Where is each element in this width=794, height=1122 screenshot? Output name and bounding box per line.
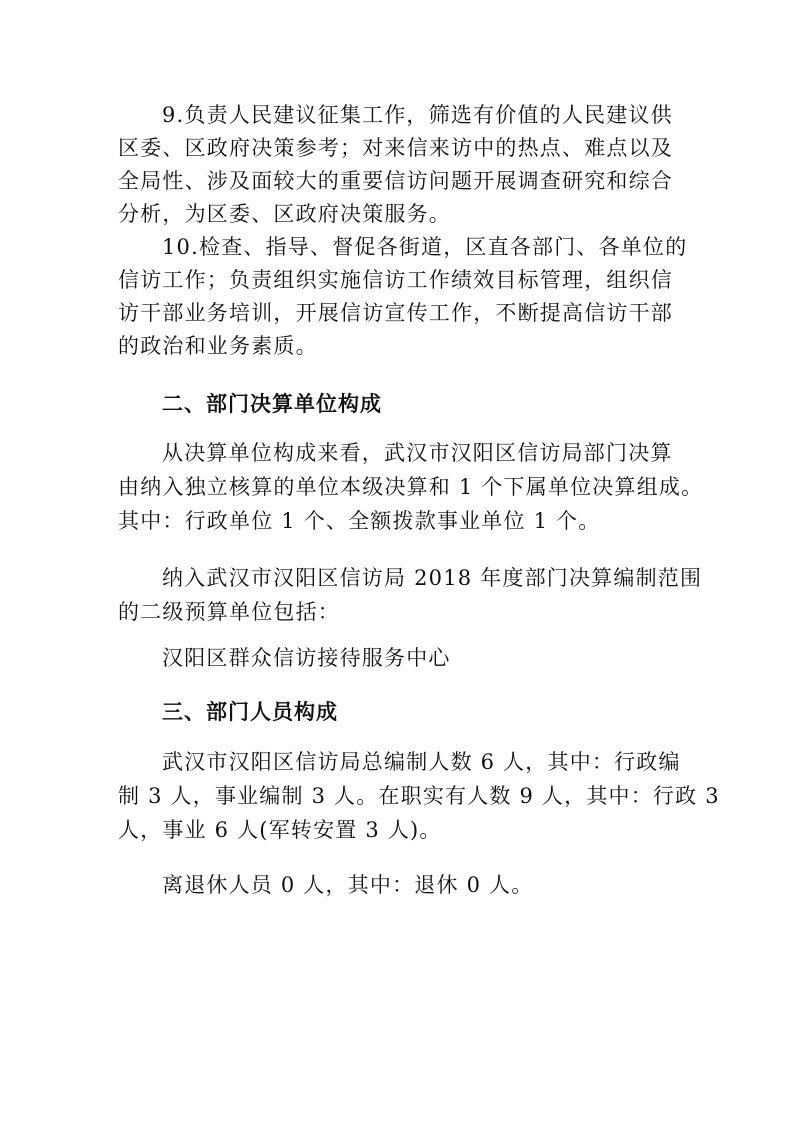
para1-line2: 区委、区政府决策参考；对来信来访中的热点、难点以及: [118, 136, 673, 160]
para1-line3: 全局性、涉及面较大的重要信访问题开展调查研究和综合: [118, 169, 673, 193]
para1-line1: 9.负责人民建议征集工作，筛选有价值的人民建议供: [162, 103, 673, 127]
para3-line1: 从决算单位构成来看，武汉市汉阳区信访局部门决算: [162, 441, 673, 465]
para6-line1: 武汉市汉阳区信访局总编制人数 6 人，其中：行政编: [162, 750, 681, 774]
section-heading-2: 二、部门决算单位构成: [162, 392, 382, 416]
para6-line2: 制 3 人，事业编制 3 人。在职实有人数 9 人，其中：行政 3: [118, 784, 720, 808]
para6-line3: 人，事业 6 人(军转安置 3 人)。: [118, 818, 442, 842]
para4-line1: 纳入武汉市汉阳区信访局 2018 年度部门决算编制范围: [162, 566, 703, 590]
para2-line4: 的政治和业务素质。: [118, 334, 318, 358]
section-heading-3: 三、部门人员构成: [162, 700, 338, 724]
para2-line2: 信访工作；负责组织实施信访工作绩效目标管理，组织信: [118, 268, 673, 292]
para3-line3: 其中：行政单位 1 个、全额拨款事业单位 1 个。: [118, 509, 601, 533]
para7-line1: 离退休人员 0 人，其中：退休 0 人。: [162, 873, 534, 897]
para1-line4: 分析，为区委、区政府决策服务。: [118, 202, 451, 226]
para3-line2: 由纳入独立核算的单位本级决算和 1 个下属单位决算组成。: [118, 475, 704, 499]
para5-line1: 汉阳区群众信访接待服务中心: [162, 646, 451, 670]
para2-line1: 10.检查、指导、督促各街道，区直各部门、各单位的: [162, 235, 688, 259]
para2-line3: 访干部业务培训，开展信访宣传工作，不断提高信访干部: [118, 301, 673, 325]
para4-line2: 的二级预算单位包括：: [118, 600, 340, 624]
